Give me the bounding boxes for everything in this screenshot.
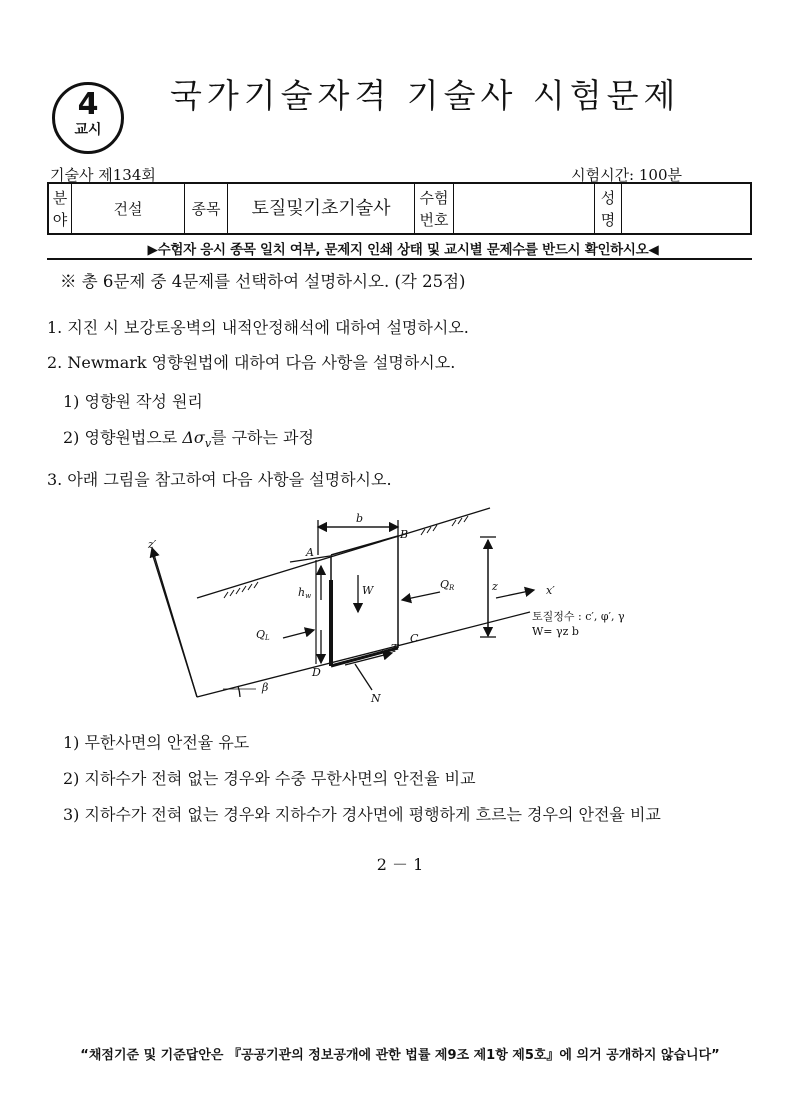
- label-D: D: [312, 666, 321, 679]
- name-label: 성 명: [595, 183, 622, 234]
- label-beta: β: [262, 681, 269, 694]
- field-value: 건설: [72, 183, 185, 234]
- question-3: 3. 아래 그림을 참고하여 다음 사항을 설명하시오.: [47, 470, 392, 489]
- field-label: 분 야: [48, 183, 72, 234]
- exam-round: 기술사 제134회: [50, 166, 156, 184]
- label-xprime: x′: [546, 584, 555, 597]
- category-value: 토질및기초기술사: [228, 183, 415, 234]
- label-T: T: [391, 642, 399, 655]
- notice-banner: ▶수험자 응시 종목 일치 여부, 문제지 인쇄 상태 및 교시별 문제수를 반드시 확인하시오◀: [147, 242, 659, 258]
- page-title: 국가기술자격 기술사 시험문제: [170, 76, 681, 115]
- label-z: z: [492, 580, 498, 593]
- question-1: 1. 지진 시 보강토옹벽의 내적안정해석에 대하여 설명하시오.: [47, 318, 469, 337]
- soil-params: 토질정수 : c′, φ′, γ: [532, 610, 625, 623]
- period-label: 교시: [74, 122, 102, 138]
- question-3-item-3: 3) 지하수가 전혀 없는 경우와 지하수가 경사면에 평행하게 흐르는 경우의 안전율 비교: [63, 805, 661, 824]
- exam-no-label: 수험 번호: [415, 183, 454, 234]
- question-2-item-1: 1) 영향원 작성 원리: [63, 392, 203, 411]
- failure-plane-line: [197, 612, 530, 697]
- delta-sigma-symbol: Δσ: [182, 428, 205, 447]
- label-zprime: z′: [148, 538, 157, 551]
- weight-formula: W= γz b: [532, 625, 579, 638]
- footer-disclaimer: “채점기준 및 기준답안은 『공공기관의 정보공개에 관한 법률 제9조 제1항 제5호』에 의거 공개하지 않습니다”: [80, 1048, 720, 1063]
- label-b: b: [356, 512, 364, 525]
- label-B: B: [400, 528, 409, 541]
- category-label: 종목: [185, 183, 228, 234]
- label-QL: QL: [256, 628, 270, 642]
- question-3-item-2: 2) 지하수가 전혀 없는 경우와 수중 무한사면의 안전율 비교: [63, 769, 476, 788]
- label-C: C: [410, 632, 419, 645]
- label-W: W: [362, 584, 374, 597]
- question-2: 2. Newmark 영향원법에 대하여 다음 사항을 설명하시오.: [47, 353, 456, 372]
- label-QR: QR: [440, 578, 455, 592]
- exam-time: 시험시간: 100분: [571, 166, 682, 184]
- instruction: ※ 총 6문제 중 4문제를 선택하여 설명하시오. (각 25점): [60, 272, 466, 291]
- label-A: A: [306, 546, 314, 559]
- label-N: N: [371, 692, 381, 705]
- page-number: 2 － 1: [376, 855, 424, 874]
- period-number: 4: [77, 87, 99, 122]
- question-3-item-1: 1) 무한사면의 안전율 유도: [63, 733, 250, 752]
- slice-base: [331, 648, 398, 666]
- label-hw: hw: [298, 586, 312, 600]
- question-2-item-2: 2) 영향원법으로 $\Delta\sigma_v$를 구하는 과정: [63, 428, 314, 451]
